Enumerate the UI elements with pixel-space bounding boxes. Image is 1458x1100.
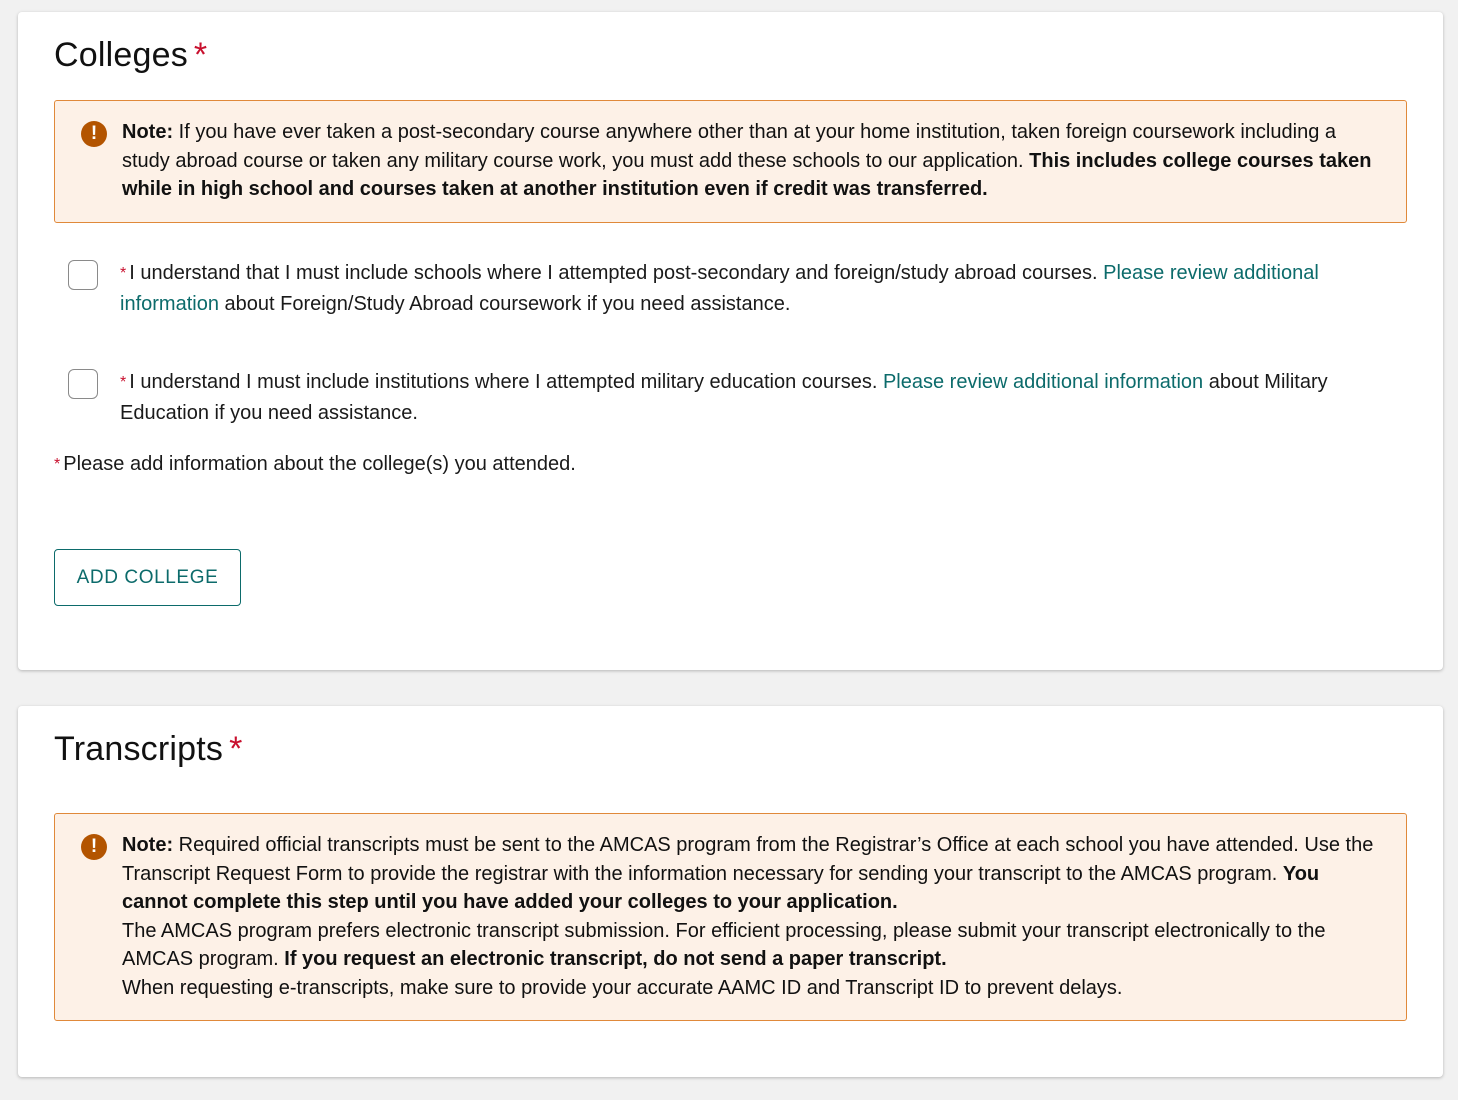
note-bold-text: This includes college courses taken while in high school and courses taken at another institution even if credit was transferred. (122, 149, 1372, 200)
note-label: Note: (122, 834, 174, 856)
colleges-card (18, 12, 1443, 670)
colleges-title: Colleges * (54, 36, 208, 74)
colleges-note (54, 100, 1407, 223)
foreign-coursework-label: * I understand that I must include schools where I attempted post-secondary and foreign/study abroad courses. Please review additional information about Foreign/Study Abroad coursework if you need assistance. (120, 262, 1319, 315)
military-education-checkbox[interactable] (68, 369, 98, 399)
note-label: Note: (122, 121, 174, 143)
add-college-instruction: * Please add information about the college(s) you attended. (54, 453, 576, 475)
military-education-info-link[interactable]: Please review additional information (882, 371, 1204, 393)
transcripts-note: ! Note: Required official transcripts must be sent to the AMCAS program from the Registrar’s Office at each school you have attended. Use the Transcript Request Form to provide the registrar with the information necessary for sending your transcript to the AMCAS program. You cannot complete this step until you have added your colleges to your application. The AMCAS program prefers electronic transcript submission. For efficient processing, please submit your transcript electronically to the AMCAS program. If you request an electronic transcript, do not send a paper transcript. When requesting e-transcripts, make sure to provide your accurate AAMC ID and Transcript ID to prevent delays. (54, 813, 1407, 1021)
transcripts-card (18, 706, 1443, 1077)
foreign-study-info-link[interactable]: Please review additional information (120, 262, 1319, 315)
military-education-label: * I understand I must include institutions where I attempted military education courses. Please review additional information about Military Education if you need assistance. (120, 371, 1328, 424)
required-marker: * (229, 730, 243, 768)
exclamation-circle-icon: ! (81, 834, 107, 860)
add-college-button[interactable]: ADD COLLEGE (54, 549, 241, 606)
required-marker: * (193, 36, 208, 74)
note-text: If you have ever taken a post-secondary course anywhere other than at your home institution, taken foreign coursework including a study abroad course or taken any military course work, you must add these schools to our application. (122, 121, 1336, 172)
foreign-coursework-checkbox[interactable] (68, 260, 98, 290)
transcripts-title: Transcripts * (54, 730, 243, 768)
exclamation-circle-icon: ! (81, 121, 107, 147)
